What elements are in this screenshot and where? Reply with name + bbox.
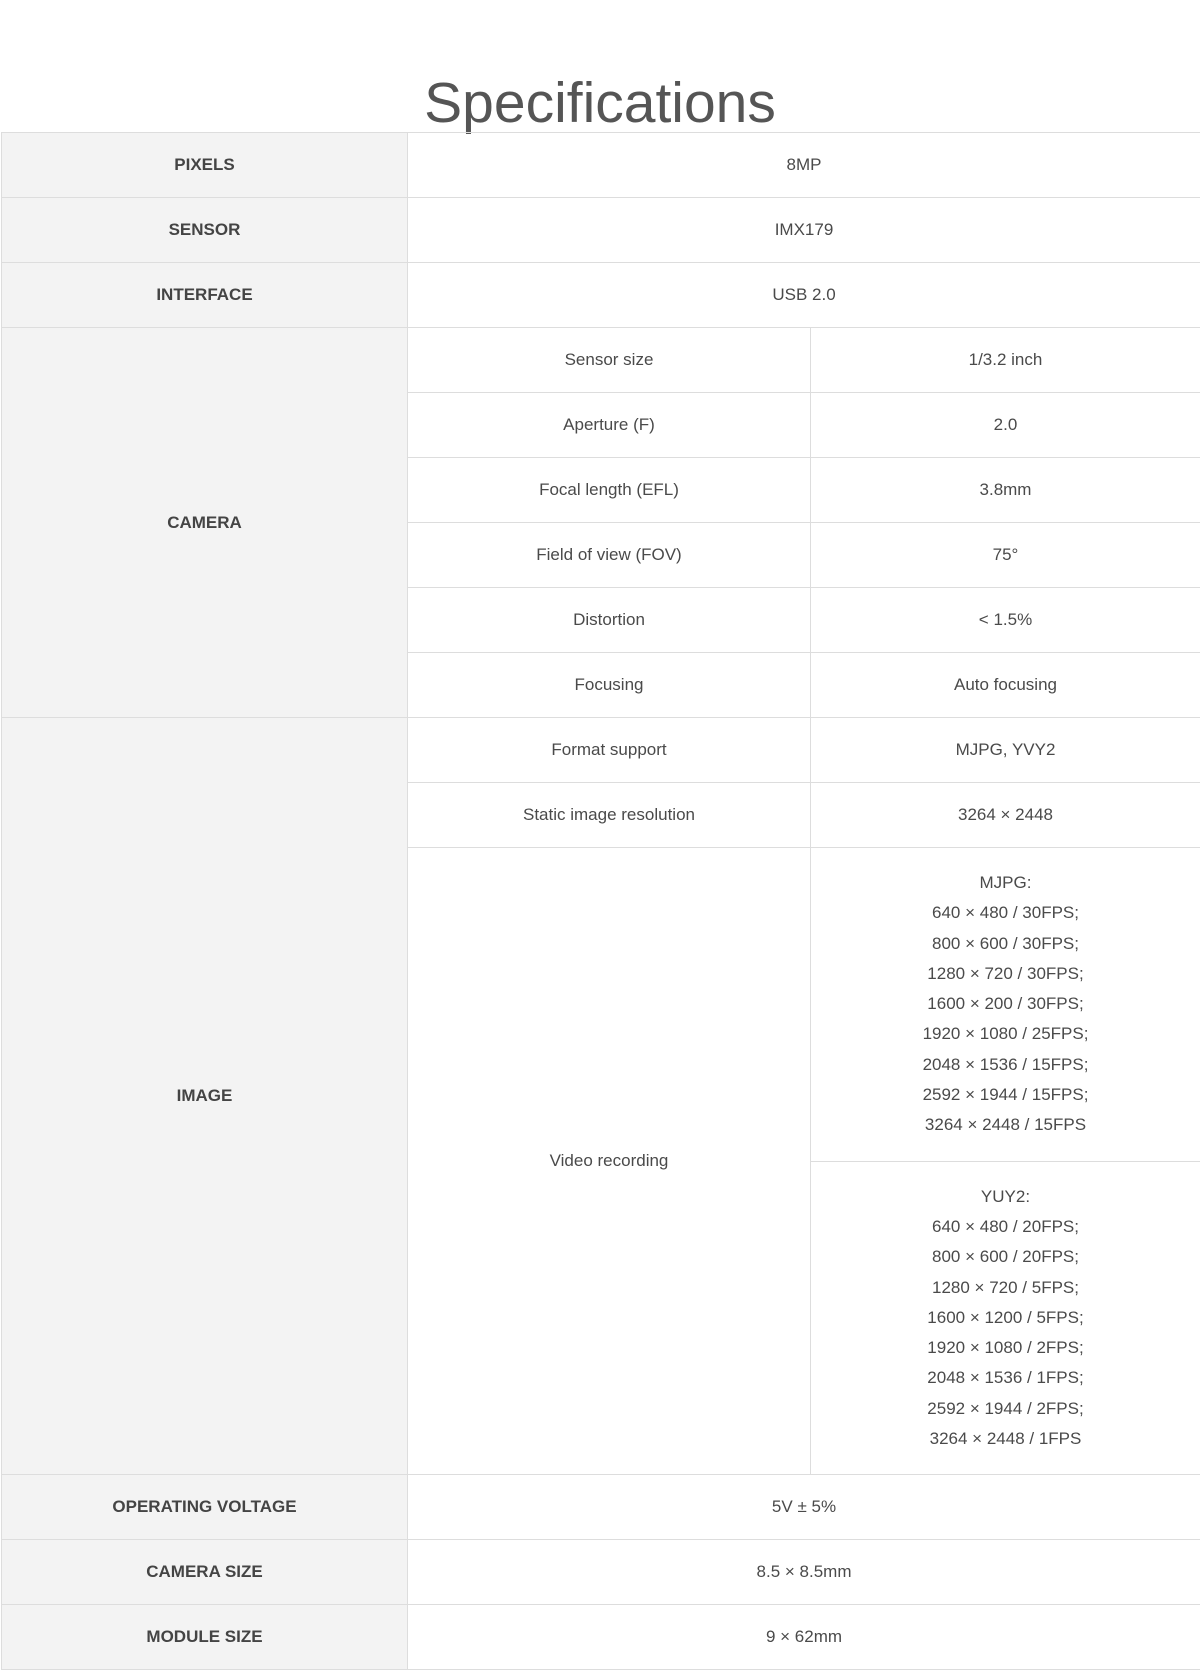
row-label-image: IMAGE xyxy=(2,718,408,1475)
video-mjpg-line: 2048 × 1536 / 15FPS; xyxy=(811,1050,1200,1080)
video-yuy2-line: 2592 × 1944 / 2FPS; xyxy=(811,1394,1200,1424)
video-mjpg-line: 1280 × 720 / 30FPS; xyxy=(811,959,1200,989)
specifications-table xyxy=(1,132,1200,1670)
spec-name: Aperture (F) xyxy=(408,393,811,458)
video-yuy2-cell xyxy=(811,1161,1200,1475)
row-module-size xyxy=(2,1605,1200,1670)
row-pixels xyxy=(2,133,1200,198)
spec-name: Distortion xyxy=(408,588,811,653)
video-mjpg-cell xyxy=(811,848,1200,1162)
spec-name: Field of view (FOV) xyxy=(408,523,811,588)
spec-name-video-recording: Video recording xyxy=(408,848,811,1475)
row-label-sensor: SENSOR xyxy=(2,198,408,263)
video-mjpg-line: 2592 × 1944 / 15FPS; xyxy=(811,1080,1200,1110)
row-value-sensor: IMX179 xyxy=(408,198,1200,263)
video-yuy2-line: 800 × 600 / 20FPS; xyxy=(811,1242,1200,1272)
spec-value: Auto focusing xyxy=(811,653,1200,718)
spec-value: < 1.5% xyxy=(811,588,1200,653)
video-yuy2-line: 3264 × 2448 / 1FPS xyxy=(811,1424,1200,1454)
spec-name: Format support xyxy=(408,718,811,783)
row-value-module-size: 9 × 62mm xyxy=(408,1605,1200,1670)
video-mjpg-line: 3264 × 2448 / 15FPS xyxy=(811,1110,1200,1140)
video-mjpg-line: 1600 × 200 / 30FPS; xyxy=(811,989,1200,1019)
row-camera-sensor-size xyxy=(2,328,1200,393)
spec-value: 1/3.2 inch xyxy=(811,328,1200,393)
row-value-interface: USB 2.0 xyxy=(408,263,1200,328)
row-operating-voltage xyxy=(2,1475,1200,1540)
row-label-operating-voltage: OPERATING VOLTAGE xyxy=(2,1475,408,1540)
spec-name: Static image resolution xyxy=(408,783,811,848)
video-mjpg-line: 800 × 600 / 30FPS; xyxy=(811,929,1200,959)
spec-value: MJPG, YVY2 xyxy=(811,718,1200,783)
row-label-pixels: PIXELS xyxy=(2,133,408,198)
row-label-camera: CAMERA xyxy=(2,328,408,718)
spec-value: 75° xyxy=(811,523,1200,588)
video-yuy2-line: 1600 × 1200 / 5FPS; xyxy=(811,1303,1200,1333)
row-value-camera-size: 8.5 × 8.5mm xyxy=(408,1540,1200,1605)
row-camera-size xyxy=(2,1540,1200,1605)
video-yuy2-line: 1920 × 1080 / 2FPS; xyxy=(811,1333,1200,1363)
video-mjpg-line: 640 × 480 / 30FPS; xyxy=(811,898,1200,928)
page-title: Specifications xyxy=(0,68,1200,138)
spec-name: Focusing xyxy=(408,653,811,718)
spec-value: 3.8mm xyxy=(811,458,1200,523)
row-label-camera-size: CAMERA SIZE xyxy=(2,1540,408,1605)
video-mjpg-line: 1920 × 1080 / 25FPS; xyxy=(811,1019,1200,1049)
video-yuy2-line: 640 × 480 / 20FPS; xyxy=(811,1212,1200,1242)
video-yuy2-header: YUY2: xyxy=(811,1182,1200,1212)
row-label-interface: INTERFACE xyxy=(2,263,408,328)
row-sensor xyxy=(2,198,1200,263)
spec-value: 2.0 xyxy=(811,393,1200,458)
row-value-pixels: 8MP xyxy=(408,133,1200,198)
row-label-module-size: MODULE SIZE xyxy=(2,1605,408,1670)
video-yuy2-line: 2048 × 1536 / 1FPS; xyxy=(811,1363,1200,1393)
spec-value: 3264 × 2448 xyxy=(811,783,1200,848)
spec-name: Sensor size xyxy=(408,328,811,393)
row-image-format xyxy=(2,718,1200,783)
video-mjpg-header: MJPG: xyxy=(811,868,1200,898)
video-yuy2-line: 1280 × 720 / 5FPS; xyxy=(811,1273,1200,1303)
row-value-operating-voltage: 5V ± 5% xyxy=(408,1475,1200,1540)
spec-name: Focal length (EFL) xyxy=(408,458,811,523)
row-interface xyxy=(2,263,1200,328)
